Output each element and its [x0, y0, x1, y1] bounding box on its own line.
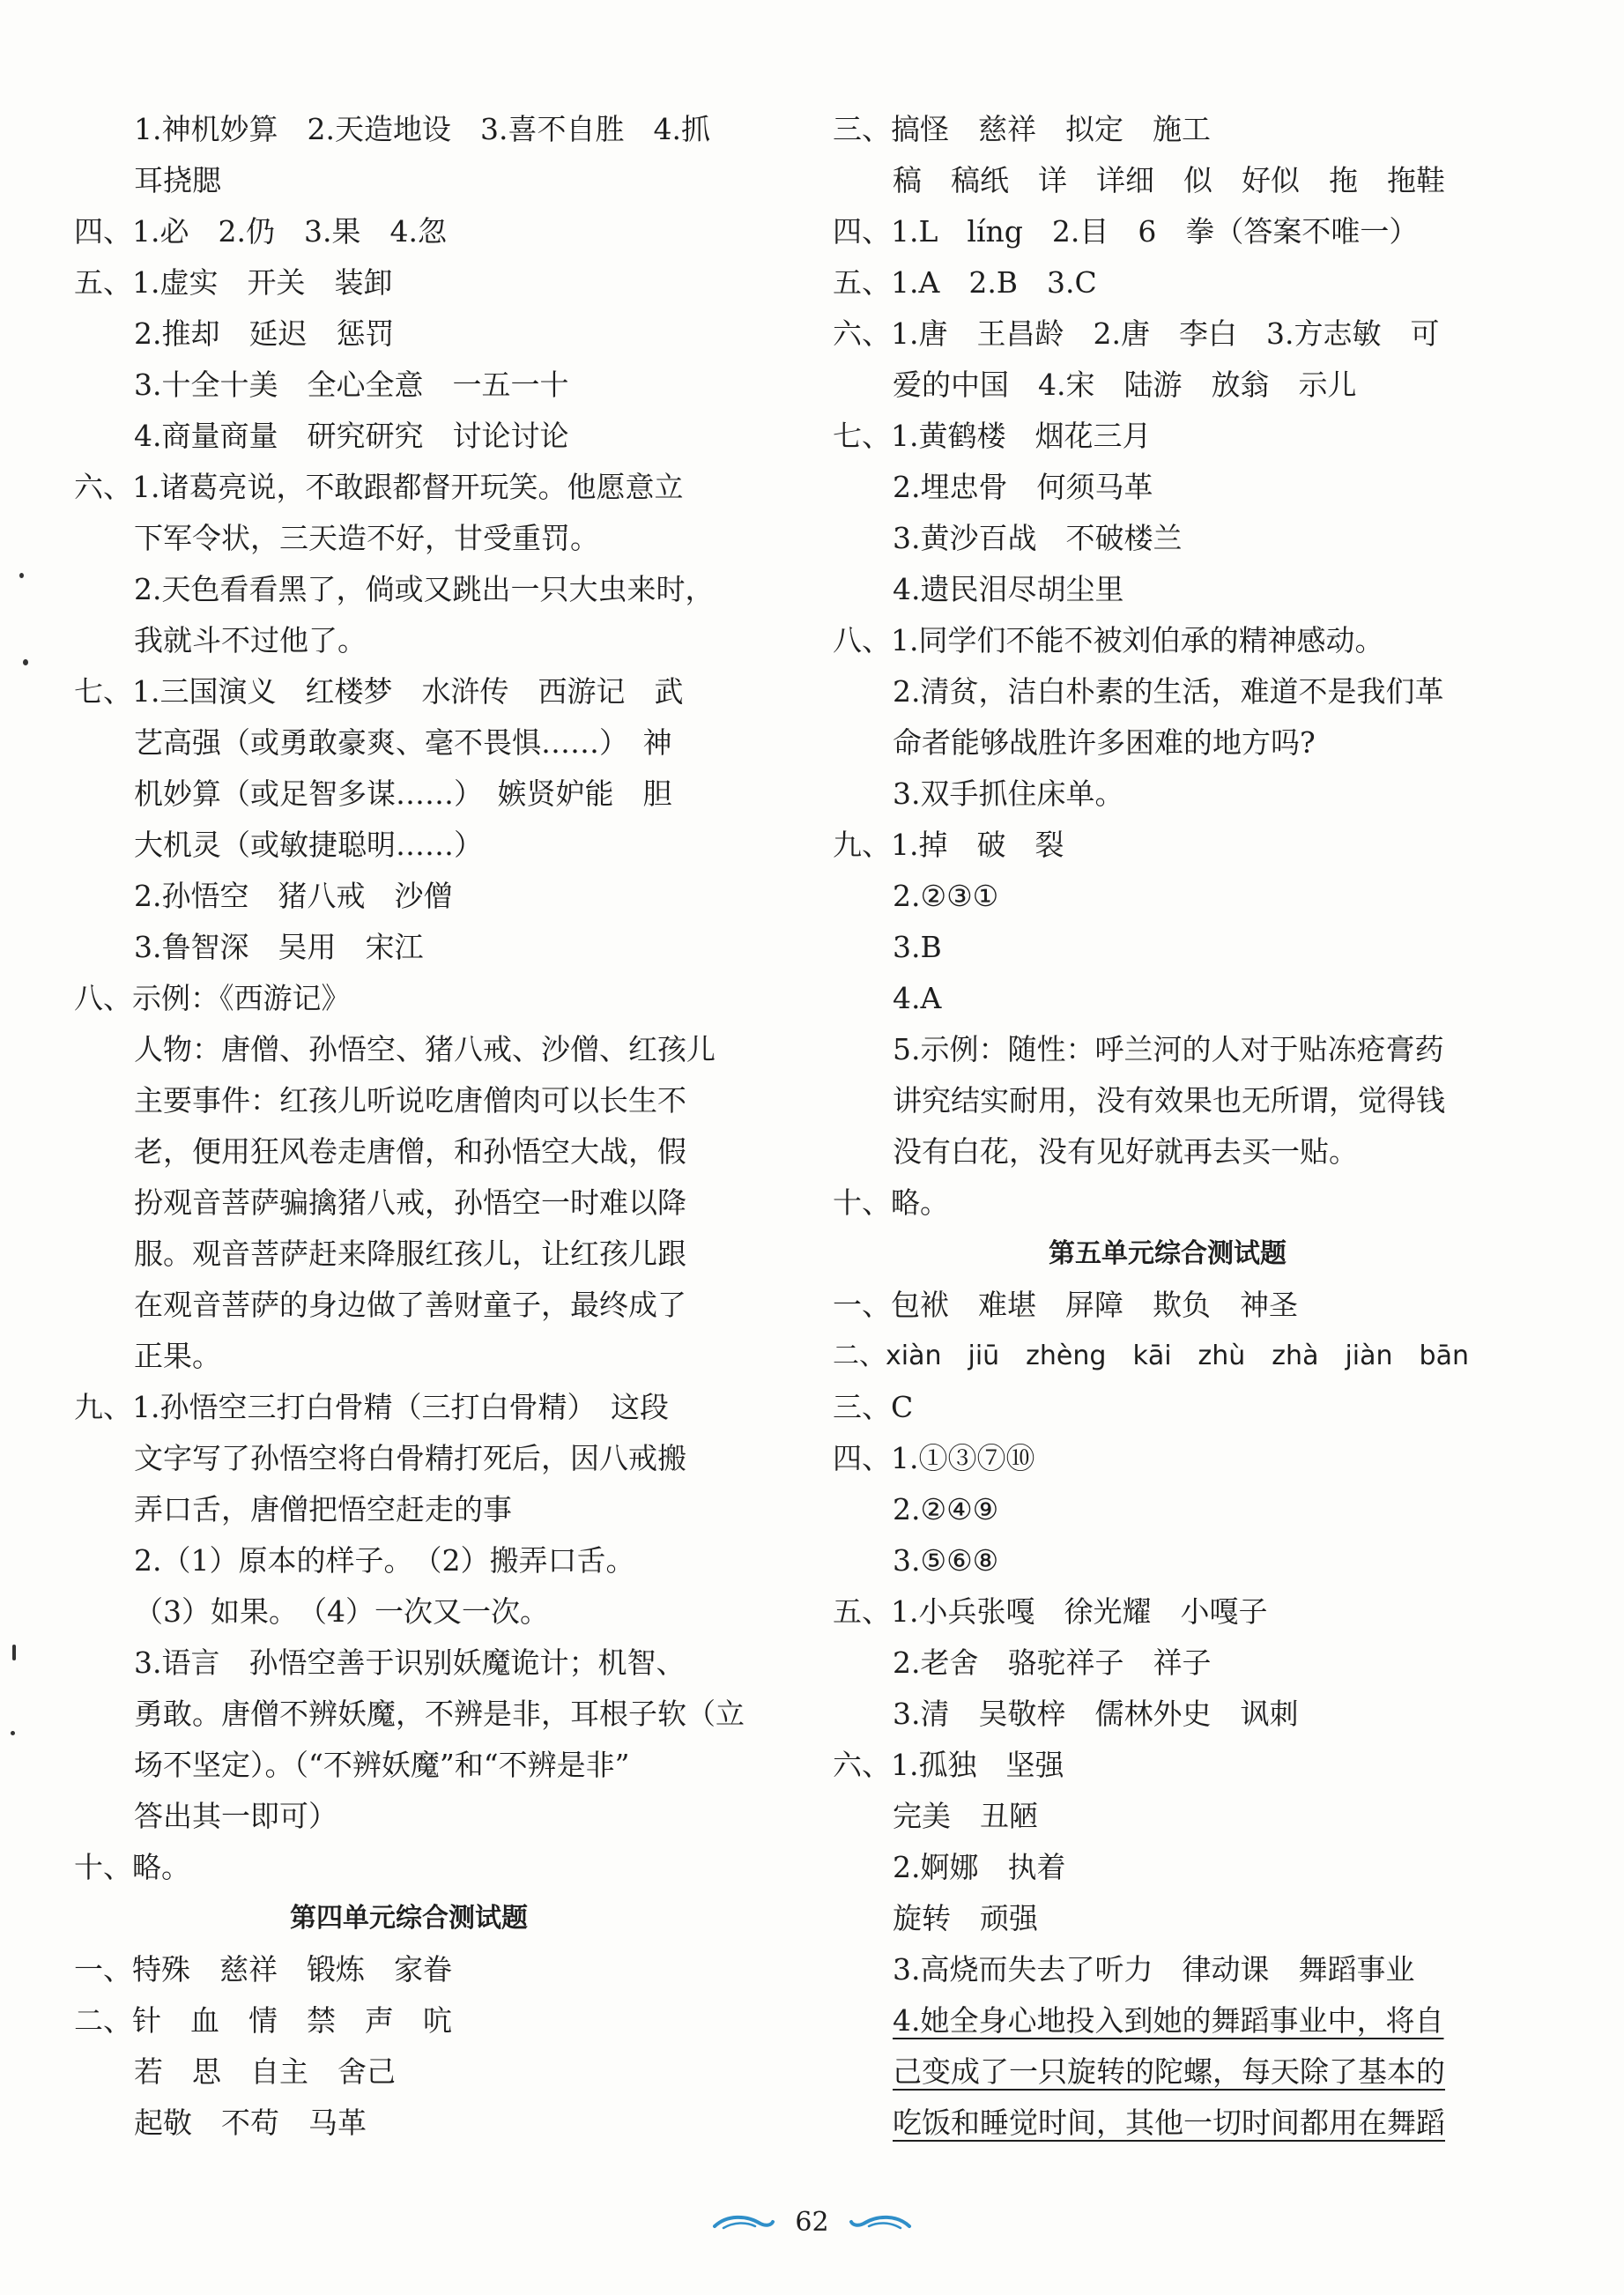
answer-line: 3.高烧而失去了听力 律动课 舞蹈事业 [893, 1952, 1415, 1987]
answer-line: 在观音菩萨的身边做了善财童子，最终成了 [134, 1288, 686, 1322]
answer-line: 九、1.掉 破 裂 [833, 828, 1064, 862]
scan-speck [11, 1731, 15, 1735]
answer-line: 2.天色看看黑了，倘或又跳出一只大虫来时， [134, 572, 715, 606]
answer-line: 3.鲁智深 吴用 宋江 [134, 930, 424, 964]
answer-line: 若 思 自主 舍己 [134, 2054, 396, 2089]
answer-line: 1.神机妙算 2.天造地设 3.喜不自胜 4.抓 [134, 112, 710, 146]
answer-line: 命者能够战胜许多困难的地方吗? [893, 725, 1316, 760]
answer-line: 吃饭和睡觉时间，其他一切时间都用在舞蹈 [893, 2106, 1445, 2140]
answer-line: 五、1.A 2.B 3.C [833, 265, 1097, 300]
answer-line: 一、特殊 慈祥 锻炼 家眷 [74, 1952, 452, 1987]
answer-line: 3.B [893, 930, 942, 964]
answer-line: 稿 稿纸 详 详细 似 好似 拖 拖鞋 [893, 163, 1445, 197]
answer-line: 2.推却 延迟 惩罚 [134, 316, 395, 351]
answer-line: 4.遗民泪尽胡尘里 [893, 572, 1124, 606]
answer-line: 起敬 不苟 马革 [134, 2106, 367, 2140]
answer-line: 正果。 [134, 1339, 221, 1373]
answer-line: 九、1.孙悟空三打白骨精（三打白骨精） 这段 [74, 1390, 669, 1424]
answer-line: 3.十全十美 全心全意 一五一十 [134, 368, 569, 402]
section-heading: 第五单元综合测试题 [1049, 1238, 1287, 1269]
answer-line: 弄口舌，唐僧把悟空赶走的事 [134, 1492, 512, 1526]
answer-line: 四、1.必 2.仍 3.果 4.忽 [74, 214, 447, 249]
answer-line: 2.②④⑨ [893, 1492, 999, 1526]
answer-line: 2.婀娜 执着 [893, 1850, 1066, 1884]
section-heading: 第四单元综合测试题 [290, 1903, 528, 1934]
answer-line: 4.A [893, 981, 942, 1015]
answer-line: 三、C [833, 1390, 914, 1424]
answer-line: 讲究结实耐用，没有效果也无所谓，觉得钱 [893, 1083, 1445, 1118]
answer-line: 扮观音菩萨骗擒猪八戒，孙悟空一时难以降 [134, 1185, 686, 1220]
answer-line: 爱的中国 4.宋 陆游 放翁 示儿 [893, 368, 1357, 402]
answer-line: 4.商量商量 研究研究 讨论讨论 [134, 419, 569, 453]
answer-line: （3）如果。 （4）一次又一次。 [134, 1594, 549, 1629]
answer-line: 3.双手抓住床单。 [893, 776, 1124, 811]
page-footer [0, 2207, 1624, 2238]
scan-speck [12, 1645, 16, 1660]
answer-line: 2.清贫，洁白朴素的生活，难道不是我们革 [893, 674, 1444, 709]
answer-line: 主要事件：红孩儿听说吃唐僧肉可以长生不 [134, 1083, 686, 1118]
answer-line: 2.（1）原本的样子。 （2）搬弄口舌。 [134, 1543, 635, 1578]
answer-line: 十、略。 [833, 1185, 949, 1220]
answer-line: 六、1.孤独 坚强 [833, 1748, 1064, 1782]
answer-line: 四、1.L líng 2.目 6 拳（答案不唯一） [833, 214, 1419, 249]
answer-line: 答出其一即可） [134, 1799, 337, 1833]
answer-line: 3.黄沙百战 不破楼兰 [893, 521, 1183, 555]
answer-line: 2.老舍 骆驼祥子 祥子 [893, 1645, 1212, 1680]
answer-line: 大机灵（或敏捷聪明……） [134, 828, 483, 862]
answer-line: 5.示例：随性：呼兰河的人对于贴冻疮膏药 [893, 1032, 1444, 1066]
answer-line: 服。观音菩萨赶来降服红孩儿，让红孩儿跟 [134, 1237, 686, 1271]
answer-line: 2.埋忠骨 何须马革 [893, 470, 1153, 504]
answer-line: 艺高强（或勇敢豪爽、毫不畏惧……） 神 [134, 725, 672, 760]
answer-line: 勇敢。唐僧不辨妖魔，不辨是非，耳根子软（立 [134, 1697, 745, 1731]
answer-line: 五、1.虚实 开关 装卸 [74, 265, 393, 300]
answer-line: 一、包袱 难堪 屏障 欺负 神圣 [833, 1288, 1298, 1322]
answer-line: 我就斗不过他了。 [134, 623, 367, 657]
answer-line: 己变成了一只旋转的陀螺，每天除了基本的 [893, 2054, 1445, 2089]
answer-line: 旋转 顽强 [893, 1901, 1038, 1935]
left-swirl-ornament-icon [711, 2213, 775, 2232]
answer-line: 耳挠腮 [134, 163, 221, 197]
right-answer-column [833, 104, 1502, 2149]
answer-line: 3.清 吴敬梓 儒林外史 讽刺 [893, 1697, 1299, 1731]
page-number: 62 [795, 2207, 829, 2238]
answer-line: 三、搞怪 慈祥 拟定 施工 [833, 112, 1211, 146]
answer-line: 场不坚定）。（“不辨妖魔”和“不辨是非” [134, 1748, 630, 1782]
answer-line: 老，便用狂风卷走唐僧，和孙悟空大战，假 [134, 1134, 686, 1169]
answer-line: 完美 丑陋 [893, 1799, 1038, 1833]
answer-line: 4.她全身心地投入到她的舞蹈事业中，将自 [893, 2003, 1444, 2038]
answer-line: 下军令状，三天造不好，甘受重罚。 [134, 521, 599, 555]
answer-line: 机妙算（或足智多谋……） 嫉贤妒能 胆 [134, 776, 672, 811]
answer-line: 六、1.诸葛亮说，不敢跟都督开玩笑。他愿意立 [74, 470, 684, 504]
answer-line: 二、针 血 情 禁 声 吭 [74, 2003, 452, 2038]
answer-line: 五、1.小兵张嘎 徐光耀 小嘎子 [833, 1594, 1268, 1629]
answer-line: 十、略。 [74, 1850, 190, 1884]
answer-line: 二、xiàn jiū zhèng kāi zhù zhà jiàn bān [833, 1341, 1469, 1371]
answer-line: 人物：唐僧、孙悟空、猪八戒、沙僧、红孩儿 [134, 1032, 716, 1066]
scan-speck [23, 659, 28, 665]
answer-line: 2.孙悟空 猪八戒 沙僧 [134, 879, 453, 913]
right-swirl-ornament-icon [849, 2213, 913, 2232]
left-answer-column [74, 104, 744, 2149]
answer-line: 七、1.三国演义 红楼梦 水浒传 西游记 武 [74, 674, 684, 709]
answer-line: 六、1.唐 王昌龄 2.唐 李白 3.方志敏 可 [833, 316, 1440, 351]
scan-speck [19, 573, 24, 578]
answer-line: 3.⑤⑥⑧ [893, 1543, 999, 1578]
answer-line: 没有白花，没有见好就再去买一贴。 [893, 1134, 1358, 1169]
answer-line: 四、1.①③⑦⑩ [833, 1441, 1035, 1475]
answer-line: 七、1.黄鹤楼 烟花三月 [833, 419, 1152, 453]
answer-line: 3.语言 孙悟空善于识别妖魔诡计；机智、 [134, 1645, 686, 1680]
answer-line: 文字写了孙悟空将白骨精打死后，因八戒搬 [134, 1441, 686, 1475]
answer-line: 八、示例：《西游记》 [74, 981, 351, 1015]
answer-line: 2.②③① [893, 879, 999, 913]
answer-line: 八、1.同学们不能不被刘伯承的精神感动。 [833, 623, 1384, 657]
